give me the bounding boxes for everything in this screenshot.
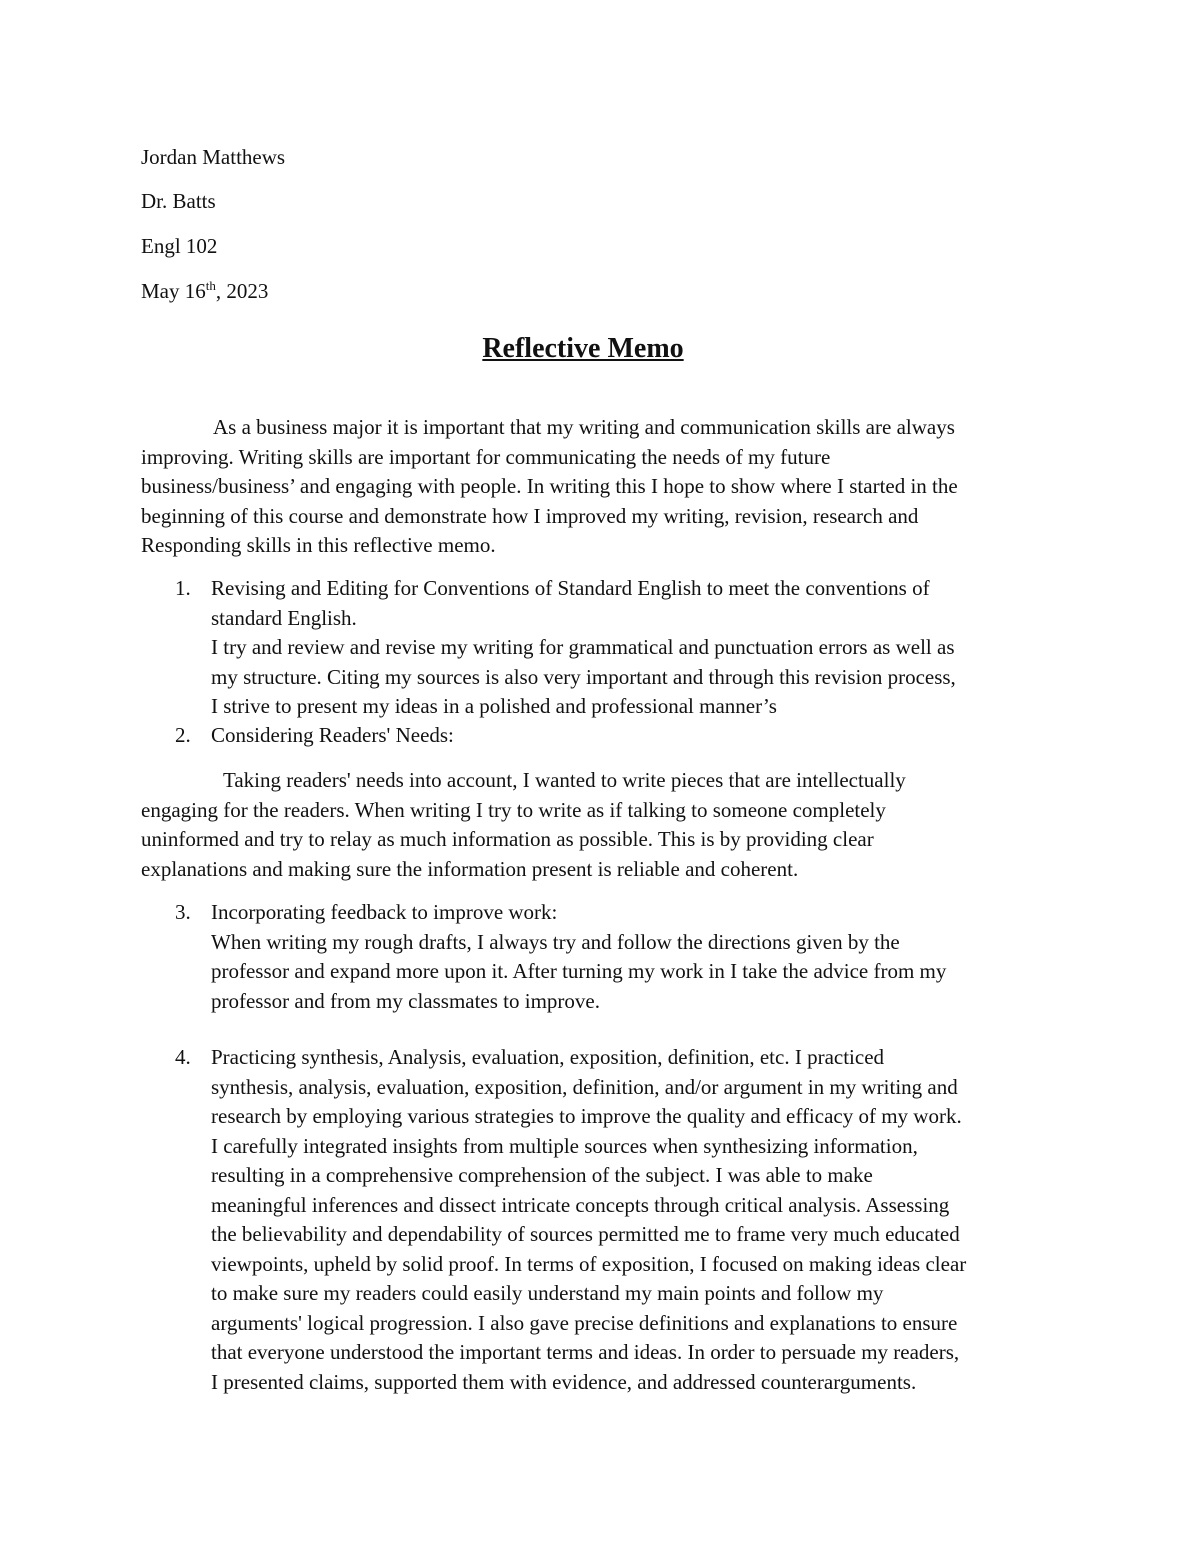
list-item-feedback: [211, 898, 946, 1016]
intro-line: improving. Writing skills are important for communicating the needs of my future: [141, 444, 831, 469]
readers-line: Taking readers' needs into account, I wanted to write pieces that are intellectually: [223, 768, 906, 792]
list-item-line: my structure. Citing my sources is also very important and through this revision process,: [211, 664, 956, 689]
list-item-line: resulting in a comprehensive comprehension of the subject. I was able to make: [211, 1163, 873, 1187]
list-item-line: research by employing various strategies to improve the quality and efficacy of my work.: [211, 1104, 962, 1128]
readers-line: explanations and making sure the information present is reliable and coherent.: [141, 856, 799, 881]
date-prefix: May 16: [141, 279, 206, 303]
list-number: 2.: [175, 723, 191, 747]
list-number: 3.: [175, 900, 191, 924]
list-item-revising: [211, 574, 956, 722]
intro-line: Responding skills in this reflective memo.: [141, 533, 496, 557]
list-item-line: Practicing synthesis, Analysis, evaluation, exposition, definition, etc. I practiced: [211, 1045, 885, 1069]
instructor-name: Dr. Batts: [141, 189, 216, 213]
course-name: Engl 102: [141, 234, 218, 258]
list-item-line: arguments' logical progression. I also gave precise definitions and explanations to ensure: [211, 1310, 958, 1335]
document-title: Reflective Memo: [482, 333, 684, 364]
intro-paragraph: [141, 413, 958, 561]
list-item-line: I try and review and revise my writing for grammatical and punctuation errors as well as: [211, 635, 955, 659]
readers-line: engaging for the readers. When writing I try to write as if talking to someone completely: [141, 797, 886, 822]
readers-line: uninformed and try to relay as much information as possible. This is by providing clear: [141, 827, 874, 851]
intro-line: As a business major it is important that my writing and communication skills are always: [213, 415, 955, 439]
list-item-line: synthesis, analysis, evaluation, exposition, definition, and/or argument in my writing and: [211, 1074, 958, 1099]
list-item-line: Incorporating feedback to improve work:: [211, 900, 558, 924]
list-item-line: standard English.: [211, 605, 357, 630]
intro-line: business/business’ and engaging with people. In writing this I hope to show where I started in the: [141, 474, 958, 498]
list-item-line: Revising and Editing for Conventions of Standard English to meet the conventions of: [211, 576, 930, 600]
list-item-line: the believability and dependability of sources permitted me to frame very much educated: [211, 1222, 960, 1246]
list-item-readers: [211, 721, 454, 751]
list-item-line: I presented claims, supported them with evidence, and addressed counterarguments.: [211, 1369, 917, 1394]
date-suffix: , 2023: [215, 279, 269, 303]
list-item-line: professor and from my classmates to improve.: [211, 988, 600, 1013]
list-item-line: viewpoints, upheld by solid proof. In terms of exposition, I focused on making ideas clear: [211, 1251, 967, 1276]
memo-date: [141, 277, 268, 305]
list-item-synthesis: [211, 1043, 966, 1397]
intro-line: beginning of this course and demonstrate how I improved my writing, revision, research and: [141, 503, 919, 528]
list-item-line: When writing my rough drafts, I always try and follow the directions given by the: [211, 929, 900, 954]
author-name: Jordan Matthews: [141, 145, 286, 169]
list-item-line: Considering Readers' Needs:: [211, 723, 454, 747]
date-ordinal: th: [205, 278, 216, 293]
list-item-line: to make sure my readers could easily understand my main points and follow my: [211, 1281, 884, 1305]
list-item-line: I carefully integrated insights from multiple sources when synthesizing information,: [211, 1133, 918, 1158]
list-number: 1.: [175, 576, 191, 600]
list-item-line: I strive to present my ideas in a polished and professional manner’s: [211, 694, 777, 718]
list-item-line: that everyone understood the important terms and ideas. In order to persuade my readers,: [211, 1340, 960, 1364]
list-item-line: professor and expand more upon it. After turning my work in I take the advice from my: [211, 959, 947, 983]
readers-paragraph: [141, 766, 906, 884]
list-number: 4.: [175, 1045, 191, 1069]
list-item-line: meaningful inferences and dissect intricate concepts through critical analysis. Assessing: [211, 1192, 950, 1217]
